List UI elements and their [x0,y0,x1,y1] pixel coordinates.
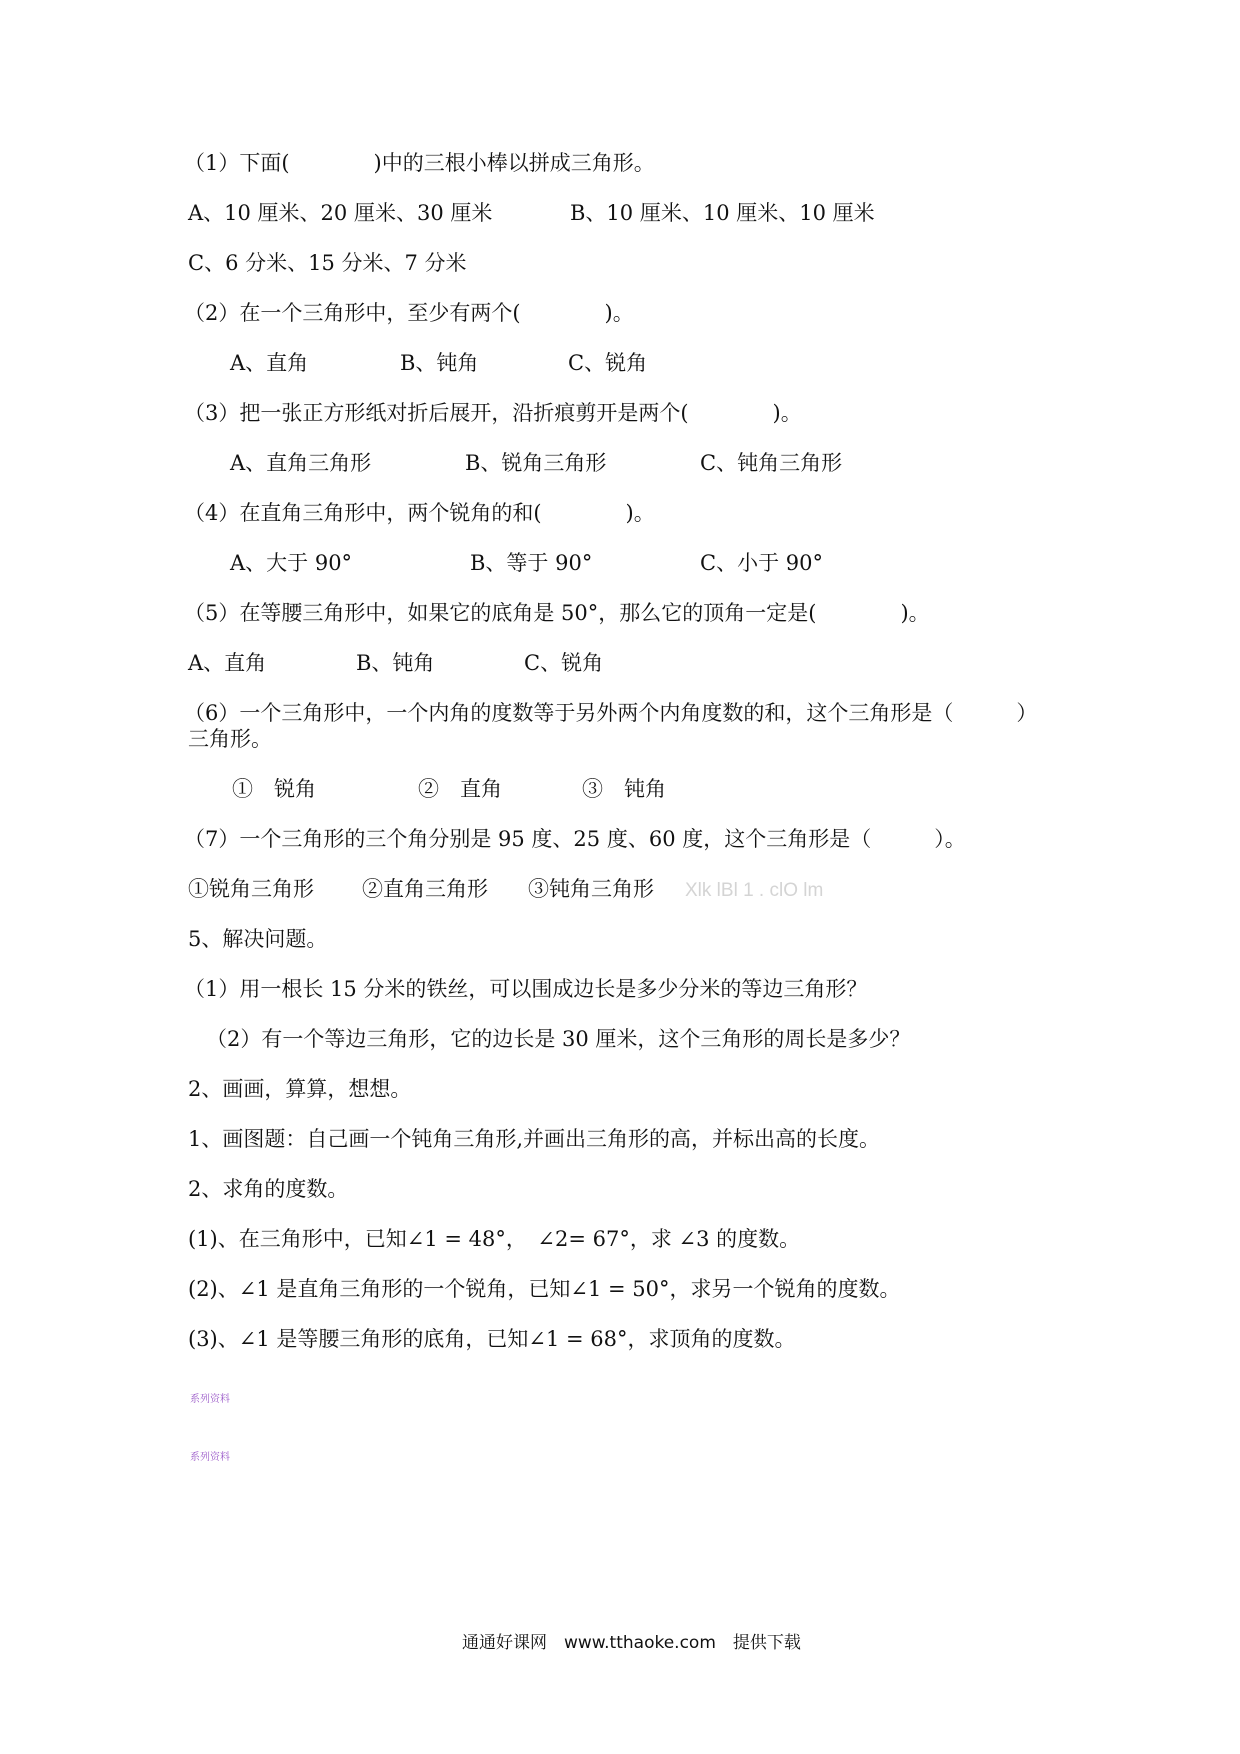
section5-problem-2: （2）有一个等边三角形，它的边长是 30 厘米，这个三角形的周长是多少？ [206,1027,911,1051]
q5-options [188,650,988,676]
q4-options [230,550,1030,576]
q1-option-a[interactable]: A、10 厘米、20 厘米、30 厘米 [188,201,493,225]
q5-option-b[interactable]: B、钝角 [356,651,435,675]
q7-stem: （7）一个三角形的三个角分别是 95 度、25 度、60 度，这个三角形是（ ）。 [184,827,966,851]
q5-stem: （5）在等腰三角形中，如果它的底角是 50°，那么它的顶角一定是( )。 [184,601,930,625]
angle-subtask-3: (3)、∠1 是等腰三角形的底角，已知∠1 = 68°，求顶角的度数。 [188,1327,796,1351]
q7-option-1[interactable]: ①锐角三角形 [188,877,314,901]
section2-title: 2、画画，算算，想想。 [188,1077,412,1101]
side-note-link[interactable]: 系列资料 [190,1452,230,1463]
q4-option-a[interactable]: A、大于 90° [230,551,353,575]
side-note-link[interactable]: 系列资料 [190,1394,230,1405]
q1-options-row1 [188,200,1088,226]
q6-stem-line2: 三角形。 [188,727,272,751]
q4-stem: （4）在直角三角形中，两个锐角的和( )。 [184,501,655,525]
q6-option-1[interactable]: ① 锐角 [232,777,316,801]
q6-option-3[interactable]: ③ 钝角 [582,777,666,801]
q3-options [230,450,1030,476]
q1-option-b[interactable]: B、10 厘米、10 厘米、10 厘米 [570,201,875,225]
q5-option-c[interactable]: C、锐角 [524,651,604,675]
q3-stem: （3）把一张正方形纸对折后展开，沿折痕剪开是两个( )。 [184,401,802,425]
q6-options [232,776,1032,802]
q1-stem: （1）下面( )中的三根小棒以拼成三角形。 [184,151,655,175]
q6-stem-line1: （6）一个三角形中，一个内角的度数等于另外两个内角度数的和，这个三角形是（ ） [184,701,1038,725]
draw-task: 1、画图题：自己画一个钝角三角形,并画出三角形的高，并标出高的长度。 [188,1127,881,1151]
q7-option-2[interactable]: ②直角三角形 [362,877,488,901]
angle-task-title: 2、求角的度数。 [188,1177,349,1201]
q7-options [188,876,1088,902]
section5-problem-1: （1）用一根长 15 分米的铁丝，可以围成边长是多少分米的等边三角形？ [184,977,868,1001]
q4-option-b[interactable]: B、等于 90° [470,551,593,575]
q1-option-c[interactable]: C、6 分米、15 分米、7 分米 [188,251,467,275]
q2-option-a[interactable]: A、直角 [230,351,309,375]
q6-option-2[interactable]: ② 直角 [418,777,502,801]
q2-options [230,350,1030,376]
angle-subtask-1: (1)、在三角形中，已知∠1 = 48°， ∠2= 67°，求 ∠3 的度数。 [188,1227,801,1251]
q2-stem: （2）在一个三角形中，至少有两个( )。 [184,301,634,325]
q3-option-a[interactable]: A、直角三角形 [230,451,372,475]
faint-watermark-text: Xlk lBl 1 . clO lm [685,880,824,901]
q2-option-c[interactable]: C、锐角 [568,351,648,375]
q3-option-b[interactable]: B、锐角三角形 [465,451,607,475]
q7-option-3[interactable]: ③钝角三角形 [528,877,654,901]
angle-subtask-2: (2)、∠1 是直角三角形的一个锐角，已知∠1 = 50°，求另一个锐角的度数。 [188,1277,901,1301]
q2-option-b[interactable]: B、钝角 [400,351,479,375]
page-footer: 通通好课网 www.tthaoke.com 提供下载 [462,1633,801,1653]
q5-option-a[interactable]: A、直角 [188,651,267,675]
q3-option-c[interactable]: C、钝角三角形 [700,451,843,475]
q4-option-c[interactable]: C、小于 90° [700,551,823,575]
section5-title: 5、解决问题。 [188,927,328,951]
